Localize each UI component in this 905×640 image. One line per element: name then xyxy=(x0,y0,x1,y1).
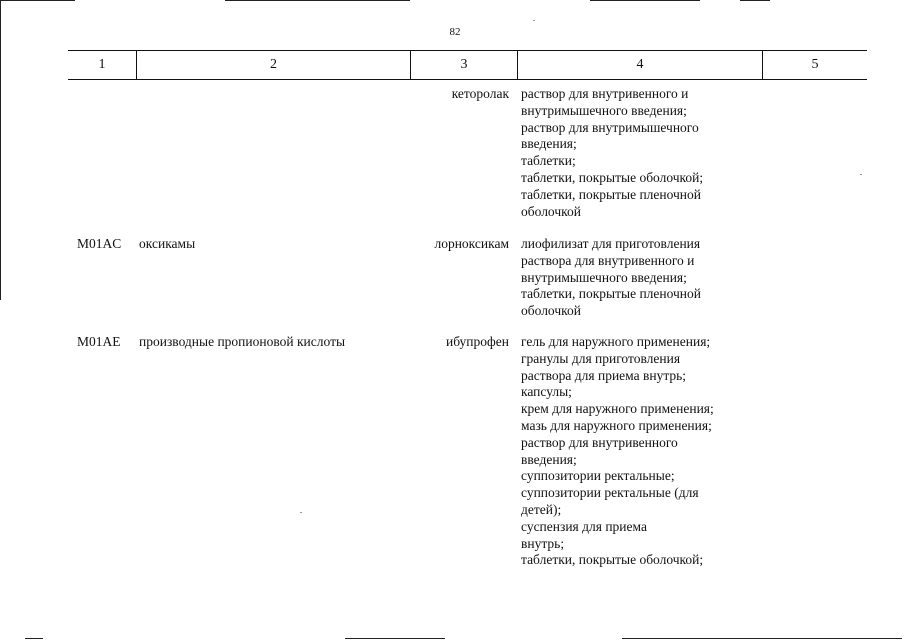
inn-cell: ибупрофен xyxy=(445,334,509,349)
dosage-form-line: лиофилизат для приготовления xyxy=(521,236,701,251)
column-header-2: 2 xyxy=(136,51,410,79)
dosage-forms-cell xyxy=(521,86,703,220)
dosage-form-line: раствор для внутривенного xyxy=(521,434,678,450)
dosage-form-line: оболочкой xyxy=(521,303,581,319)
dosage-form-line: введения; xyxy=(521,451,577,467)
column-header-5: 5 xyxy=(762,51,867,79)
dosage-form-line: мазь для наружного применения; xyxy=(521,417,712,433)
atc-group-cell: производные пропионовой кислоты xyxy=(139,334,346,349)
dosage-forms-cell xyxy=(521,236,701,320)
dosage-form-line: крем для наружного применения; xyxy=(521,401,714,417)
dosage-form-line: таблетки; xyxy=(521,153,576,169)
dosage-form-line: таблетки, покрытые оболочкой; xyxy=(521,169,704,185)
table-header xyxy=(68,50,867,80)
dosage-form-line: раствора для приема внутрь; xyxy=(521,367,687,383)
scan-speck xyxy=(860,174,862,175)
dosage-form-line: гель для наружного применения; xyxy=(521,334,711,349)
column-header-4: 4 xyxy=(517,51,762,79)
column-header-1: 1 xyxy=(98,57,106,72)
dosage-forms-cell xyxy=(521,334,714,569)
inn-cell: кеторолак xyxy=(451,86,509,101)
dosage-form-line: суппозитории ректальные; xyxy=(521,468,675,484)
scan-edge-top-left xyxy=(0,0,75,1)
scan-edge-bottom-mid xyxy=(345,638,445,639)
scan-edge-bottom-left xyxy=(25,638,43,639)
scan-edge-bottom-right xyxy=(622,638,902,639)
dosage-form-line: таблетки, покрытые пленочной xyxy=(521,286,702,302)
dosage-form-line: раствор для внутримышечного xyxy=(521,119,699,135)
dosage-form-line: суппозитории ректальные (для xyxy=(521,485,699,501)
dosage-form-line: внутрь; xyxy=(521,535,565,551)
dosage-form-line: внутримышечного введения; xyxy=(521,269,687,285)
dosage-form-line: введения; xyxy=(521,136,577,152)
atc-group-cell: оксикамы xyxy=(139,236,196,251)
dosage-form-line: оболочкой xyxy=(521,203,581,219)
dosage-form-line: раствора для внутривенного и xyxy=(521,252,695,268)
scan-edge-top-mid xyxy=(225,0,410,1)
dosage-form-line: капсулы; xyxy=(521,384,572,400)
dosage-form-line: таблетки, покрытые пленочной xyxy=(521,186,702,202)
dosage-form-line: детей); xyxy=(521,501,562,517)
scan-edge-top-far-right xyxy=(740,0,770,1)
dosage-form-line: суспензия для приема xyxy=(521,518,647,534)
dosage-form-line: внутримышечного введения; xyxy=(521,102,687,118)
inn-cell: лорноксикам xyxy=(434,236,509,251)
dosage-form-line: раствор для внутривенного и xyxy=(521,86,689,101)
column-header-3: 3 xyxy=(410,51,517,79)
scan-speck xyxy=(533,20,535,21)
scan-edge-left xyxy=(0,0,1,300)
atc-code-cell: M01AC xyxy=(77,236,122,251)
scan-speck xyxy=(300,512,302,513)
atc-code-cell: M01AE xyxy=(77,334,121,349)
page-number: 82 xyxy=(449,26,461,38)
scan-edge-top-right xyxy=(590,0,700,1)
dosage-form-line: гранулы для приготовления xyxy=(521,350,681,366)
dosage-form-line: таблетки, покрытые оболочкой; xyxy=(521,552,704,568)
